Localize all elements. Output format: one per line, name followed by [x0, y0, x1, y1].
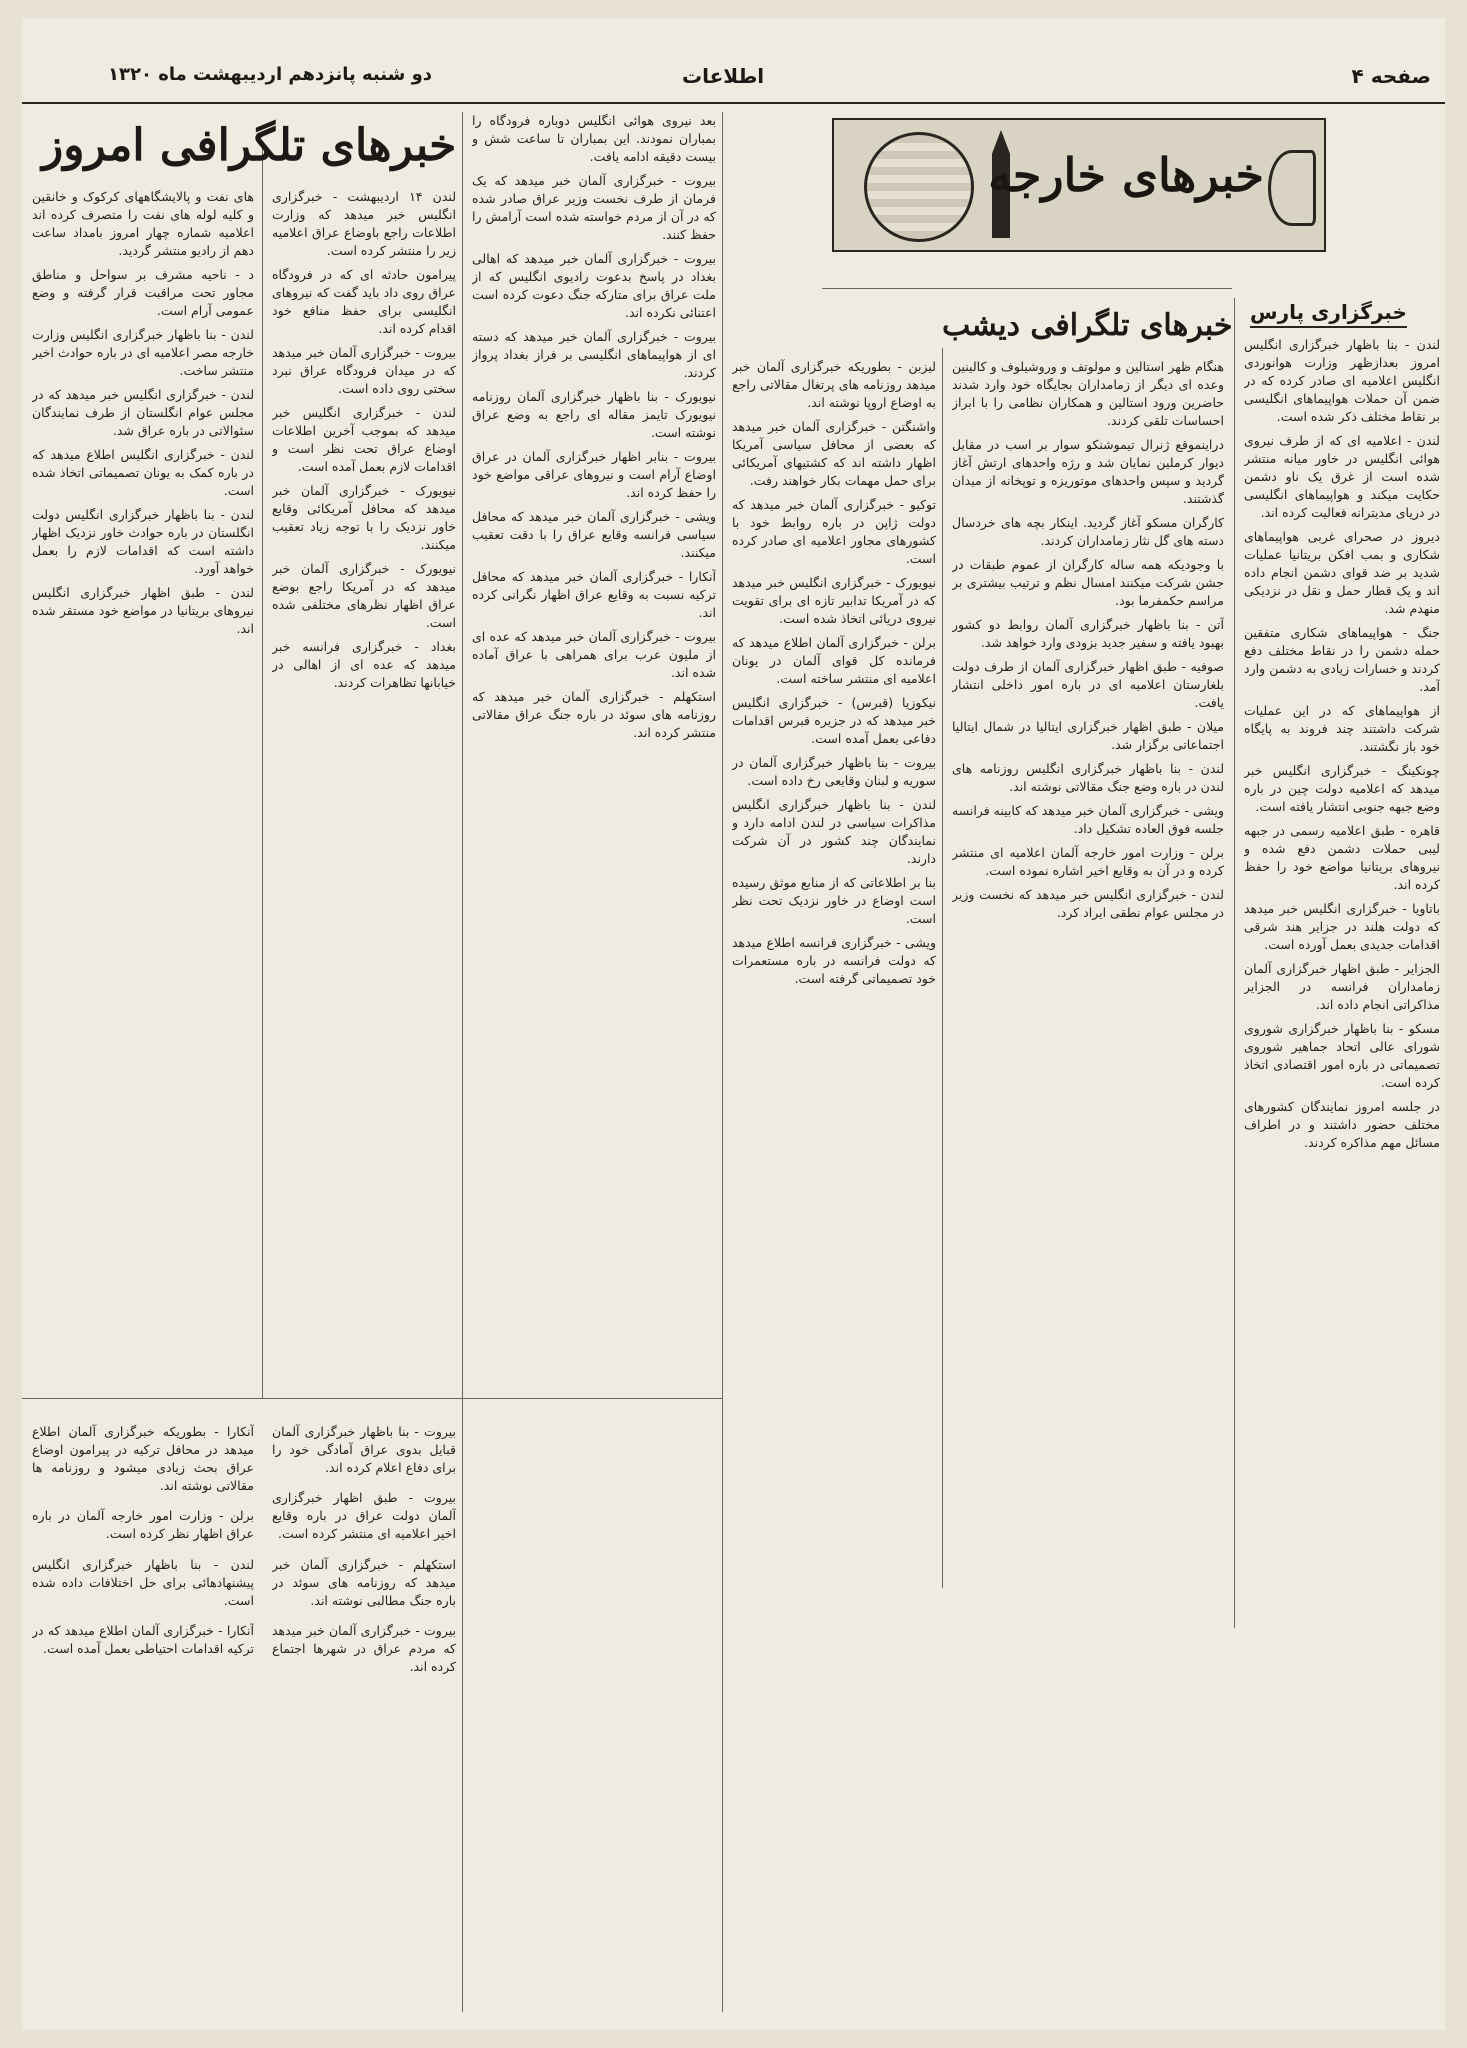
news-item: های نفت و پالایشگاههای کرکوک و خانقین و کلیه لوله های نفت را متصرف کرده اند اعلامیه شماره چهار امروز بامداد ساعت دهم از رادیو منتشر گردید. [32, 189, 254, 258]
news-item: نیویورک - خبرگزاری آلمان خبر میدهد که محافل آمریکائی وقایع خاور نزدیک را با توجه زیاد تعقیب میکنند. [272, 483, 456, 552]
news-item: لندن - خبرگزاری انگلیس خبر میدهد که در مجلس عوام انگلستان از طرف نمایندگان سئوالاتی در باره عراق شد. [32, 387, 254, 438]
page-header [22, 56, 1445, 104]
page-number: صفحه ۴ [1351, 64, 1431, 88]
news-item: بغداد - خبرگزاری فرانسه خبر میدهد که عده ای از اهالی در خیابانها تظاهرات کردند. [272, 639, 456, 690]
news-column-6 [32, 188, 254, 1388]
news-item: توکیو - خبرگزاری آلمان خبر میدهد که دولت ژاپن در باره روابط خود با کشورهای مجاور اعلامیه ای صادر کرده است. [732, 497, 936, 566]
issue-date: دو شنبه پانزدهم اردیبهشت ماه ۱۳۲۰ [108, 64, 432, 85]
news-item: لیزبن - بطوریکه خبرگزاری آلمان خبر میدهد روزنامه های پرتغال مقالاتی راجع به اوضاع اروپا نوشته اند. [732, 359, 936, 410]
news-item: بنا بر اطلاعاتی که از منابع موثق رسیده است اوضاع در خاور نزدیک تحت نظر است. [732, 875, 936, 926]
news-item: ویشی - خبرگزاری آلمان خبر میدهد که کابینه فرانسه جلسه فوق العاده تشکیل داد. [952, 803, 1224, 836]
news-item: آنکارا - بطوریکه خبرگزاری آلمان اطلاع میدهد در محافل ترکیه در پیرامون اوضاع عراق بحث زیادی میشود و روزنامه ها مقالاتی نوشته اند. [32, 1423, 254, 1493]
publication-name: اطلاعات [682, 64, 765, 88]
news-item: میلان - طبق اظهار خبرگزاری ایتالیا در شمال ایتالیا اجتماعاتی برگزار شد. [952, 719, 1224, 752]
news-column-3 [732, 358, 936, 1978]
news-item: بعد نیروی هوائی انگلیس دوباره فرودگاه را بمباران نمودند. این بمباران تا ساعت شش و بیست دقیقه ادامه یافت. [472, 113, 716, 164]
news-item: آنکارا - خبرگزاری آلمان خبر میدهد که محافل ترکیه نسبت به وقایع عراق اظهار نگرانی کرده اند. [472, 569, 716, 620]
column-rule [722, 112, 723, 2012]
news-item: استکهلم - خبرگزاری آلمان خبر میدهد که روزنامه های سوئد در باره جنگ مطالبی نوشته اند. [272, 1556, 456, 1608]
news-item: لندن - بنا باظهار خبرگزاری انگلیس وزارت خارجه مصر اعلامیه ای در باره حوادث اخیر منتشر ساخت. [32, 327, 254, 378]
news-item: لندن ۱۴ اردیبهشت - خبرگزاری انگلیس خبر میدهد که وزارت اطلاعات راجع باوضاع عراق اعلامیه زیر را منتشر کرده است. [272, 189, 456, 258]
foreign-news-banner [832, 118, 1326, 252]
news-column-4 [472, 112, 716, 1982]
news-item: لندن - خبرگزاری انگلیس خبر میدهد که نخست وزیر در مجلس عوام نطقی ایراد کرد. [952, 887, 1224, 920]
banner-title: خبرهای خارجه [988, 148, 1264, 202]
news-item: بیروت - بنابر اظهار خبرگزاری آلمان در عراق اوضاع آرام است و نیروهای عراقی مواضع خود را حفظ کرده اند. [472, 449, 716, 500]
headline-pars-agency: خبرگزاری پارس [1250, 300, 1407, 328]
news-item: هنگام ظهر استالین و مولوتف و وروشیلوف و کالینین وعده ای دیگر از زمامداران بجایگاه خود وارد شدند حاضرین ورود استالین و همکاران نظامی را با ابراز احساسات تلقی کردند. [952, 359, 1224, 428]
news-item: لندن - بنا باظهار خبرگزاری انگلیس مذاکرات سیاسی در لندن ادامه دارد و نمایندگان چند کشور در آن شرکت دارند. [732, 797, 936, 866]
news-item: مسکو - بنا باظهار خبرگزاری شوروی شورای عالی اتحاد جماهیر شوروی تصمیماتی در باره امور اقتصادی اتخاذ کرده است. [1244, 1021, 1440, 1090]
news-item: بیروت - خبرگزاری آلمان خبر میدهد که عده ای از ملیون عرب برای همراهی با عراق آماده شده اند. [472, 629, 716, 680]
news-column-2 [952, 358, 1224, 1978]
column-rule [462, 112, 463, 2012]
news-item: نیویورک - خبرگزاری انگلیس خبر میدهد که در آمریکا تدابیر تازه ای برای تقویت نیروی دریائی اتخاذ شده است. [732, 575, 936, 626]
news-item: لندن - خبرگزاری انگلیس اطلاع میدهد که در باره کمک به یونان تصمیماتی اتخاذ شده است. [32, 447, 254, 498]
news-column-1 [1244, 336, 1440, 1976]
column-rule [1234, 298, 1235, 1628]
headline-last-night: خبرهای تلگرافی دیشب [942, 308, 1233, 343]
news-item: لندن - طبق اظهار خبرگزاری انگلیس نیروهای بریتانیا در مواضع خود مستقر شده اند. [32, 585, 254, 636]
headline-today: خبرهای تلگرافی امروز [42, 120, 457, 171]
column-rule [942, 348, 943, 1588]
news-item: چونکینگ - خبرگزاری انگلیس خبر میدهد که اعلامیه دولت چین در باره وضع جبهه جنوبی انتشار یافته است. [1244, 763, 1440, 814]
news-item: بیروت - خبرگزاری آلمان خبر میدهد که در میدان فرودگاه عراق نبرد سختی روی داده است. [272, 345, 456, 396]
globe-icon [864, 132, 974, 242]
antenna-icon [1268, 150, 1316, 226]
news-item: لندن - بنا باظهار خبرگزاری انگلیس امروز بعدازظهر وزارت هوانوردی انگلیس اعلامیه ای صادر کرده که در ضمن آن حملات هواپیماهای انگلیسی بر نقاط مختلف ذکر شده است. [1244, 337, 1440, 424]
news-column-bottom-left [32, 1410, 254, 1980]
news-column-bottom-right [272, 1410, 456, 1980]
news-item: پیرامون حادثه ای که در فرودگاه عراق روی داد باید گفت که نیروهای انگلیسی برای حفظ منافع خود اقدام کرده اند. [272, 267, 456, 336]
news-item: لندن - خبرگزاری انگلیس خبر میدهد که بموجب آخرین اطلاعات اوضاع عراق تحت نظر است و اقدامات لازم بعمل آمده است. [272, 405, 456, 474]
news-item: برلن - خبرگزاری آلمان اطلاع میدهد که فرمانده کل قوای آلمان در یونان اعلامیه ای منتشر ساخته است. [732, 635, 936, 686]
news-item: نیویورک - خبرگزاری آلمان خبر میدهد که در آمریکا راجع بوضع عراق اظهار نظرهای مختلفی شده است. [272, 561, 456, 630]
news-item: از هواپیماهای که در این عملیات شرکت داشتند چند فروند به پایگاه خود باز نگشتند. [1244, 703, 1440, 754]
news-item: آتن - بنا باظهار خبرگزاری آلمان روابط دو کشور بهبود یافته و سفیر جدید بزودی وارد خواهد شد. [952, 617, 1224, 650]
news-item: لندن - بنا باظهار خبرگزاری انگلیس دولت انگلستان در باره حوادث خاور نزدیک اظهار داشته است که اقدامات لازم را بعمل خواهد آورد. [32, 507, 254, 576]
news-item: بیروت - بنا باظهار خبرگزاری آلمان در سوریه و لبنان وقایعی رخ داده است. [732, 755, 936, 788]
row-rule [822, 288, 1232, 289]
news-item: الجزایر - طبق اظهار خبرگزاری آلمان زمامداران فرانسه در الجزایر مذاکراتی انجام داده اند. [1244, 961, 1440, 1012]
news-item: واشنگتن - خبرگزاری آلمان خبر میدهد که بعضی از محافل سیاسی آمریکا اظهار داشته اند که کشتیهای آمریکائی برای حمل مهمات بکار خواهند رفت. [732, 419, 936, 488]
news-item: لندن - اعلامیه ای که از طرف نیروی هوائی انگلیس در خاور میانه منتشر شده است از غرق یک ناو دشمن حکایت میکند و هواپیماهای انگلیسی در دریای مدیترانه فعالیت کرده اند. [1244, 433, 1440, 520]
news-item: لندن - بنا باظهار خبرگزاری انگلیس روزنامه های لندن در باره وضع جنگ مقالاتی نوشته اند. [952, 761, 1224, 794]
news-item: بیروت - خبرگزاری آلمان خبر میدهد که یک فرمان از طرف نخست وزیر عراق صادر شده که در آن از مردم خواسته شده است آرامش را حفظ کنند. [472, 173, 716, 242]
news-item: باتاویا - خبرگزاری انگلیس خبر میدهد که دولت هلند در جزایر هند شرقی اقدامات جدیدی بعمل آورده است. [1244, 901, 1440, 952]
news-item: بیروت - بنا باظهار خبرگزاری آلمان قبایل بدوی عراق آمادگی خود را برای دفاع اعلام کرده اند. [272, 1423, 456, 1475]
news-item: آنکارا - خبرگزاری آلمان اطلاع میدهد که در ترکیه اقدامات احتیاطی بعمل آمده است. [32, 1623, 254, 1656]
news-item: کارگران مسکو آغاز گردید. اینکار بچه های خردسال دسته های گل نثار زمامداران کردند. [952, 515, 1224, 548]
news-item: قاهره - طبق اعلامیه رسمی در جبهه لیبی حملات دشمن دفع شده و نیروهای بریتانیا مواضع خود را حفظ کرده اند. [1244, 823, 1440, 892]
column-rule [262, 148, 263, 1398]
news-item: استکهلم - خبرگزاری آلمان خبر میدهد که روزنامه های سوئد در باره جنگ عراق مقالاتی منتشر کرده اند. [472, 689, 716, 740]
news-item: ویشی - خبرگزاری فرانسه اطلاع میدهد که دولت فرانسه در باره مستعمرات خود تصمیماتی گرفته است. [732, 935, 936, 986]
news-item: بیروت - طبق اظهار خبرگزاری آلمان دولت عراق در باره وقایع اخیر اعلامیه ای منتشر کرده است. [272, 1490, 456, 1541]
news-item: دیروز در صحرای غربی هواپیماهای شکاری و بمب افکن بریتانیا عملیات شدید بر ضد قوای دشمن انجام داده اند و یک قطار حمل و نقل در نزدیکی منهدم شد. [1244, 529, 1440, 616]
news-item: جنگ - هواپیماهای شکاری متفقین حمله دشمن را در نقاط مختلف دفع کردند و خسارات زیادی به دشمن وارد آمد. [1244, 625, 1440, 694]
news-item: برلن - وزارت امور خارجه آلمان در باره عراق اظهار نظر کرده است. [32, 1508, 254, 1541]
news-item: با وجودیکه همه ساله کارگران از عموم طبقات در جشن شرکت میکنند امسال نظم و ترتیب بیشتری بر مراسم حکمفرما بود. [952, 557, 1224, 608]
news-item: بیروت - خبرگزاری آلمان خبر میدهد که مردم عراق در شهرها اجتماع کرده اند. [272, 1623, 456, 1674]
news-column-5 [272, 188, 456, 1388]
news-item: نیویورک - بنا باظهار خبرگزاری آلمان روزنامه نیویورک تایمز مقاله ای راجع به وضع عراق نوشته است. [472, 389, 716, 440]
news-item: بیروت - خبرگزاری آلمان خبر میدهد که دسته ای از هواپیماهای انگلیسی بر فراز بغداد پرواز کردند. [472, 329, 716, 380]
news-item: بیروت - خبرگزاری آلمان خبر میدهد که اهالی بغداد در پاسخ بدعوت رادیوی انگلیس که از ملت عراق برای متارکه جنگ دعوت کرده است اعتنائی نکرده اند. [472, 251, 716, 320]
news-item: دراینموقع ژنرال تیموشنکو سوار بر اسب در مقابل دیوار کرملین نمایان شد و رژه واحدهای ارتش آغاز گردید و سپس واحدهای موتوریزه و توپخانه از میدان گذشتند. [952, 437, 1224, 506]
news-item: صوفیه - طبق اظهار خبرگزاری آلمان از طرف دولت بلغارستان اعلامیه ای در باره امور داخلی انتشار یافت. [952, 659, 1224, 710]
news-item: لندن - بنا باظهار خبرگزاری انگلیس پیشنهادهائی برای حل اختلافات داده شده است. [32, 1556, 254, 1608]
news-item: ویشی - خبرگزاری آلمان خبر میدهد که محافل سیاسی فرانسه وقایع عراق را با دقت تعقیب میکنند. [472, 509, 716, 560]
news-item: د - ناحیه مشرف بر سواحل و مناطق مجاور تحت مراقبت قرار گرفته و وضع عمومی آرام است. [32, 267, 254, 318]
news-item: نیکوزیا (قبرس) - خبرگزاری انگلیس خبر میدهد که در جزیره قبرس اقدامات دفاعی بعمل آمده است. [732, 695, 936, 746]
newspaper-page [22, 18, 1445, 2030]
news-item: در جلسه امروز نمایندگان کشورهای مختلف حضور داشتند و در اطراف مسائل مهم مذاکره کردند. [1244, 1099, 1440, 1150]
news-item: برلن - وزارت امور خارجه آلمان اعلامیه ای منتشر کرده و در آن به وقایع اخیر اشاره نموده است. [952, 845, 1224, 878]
